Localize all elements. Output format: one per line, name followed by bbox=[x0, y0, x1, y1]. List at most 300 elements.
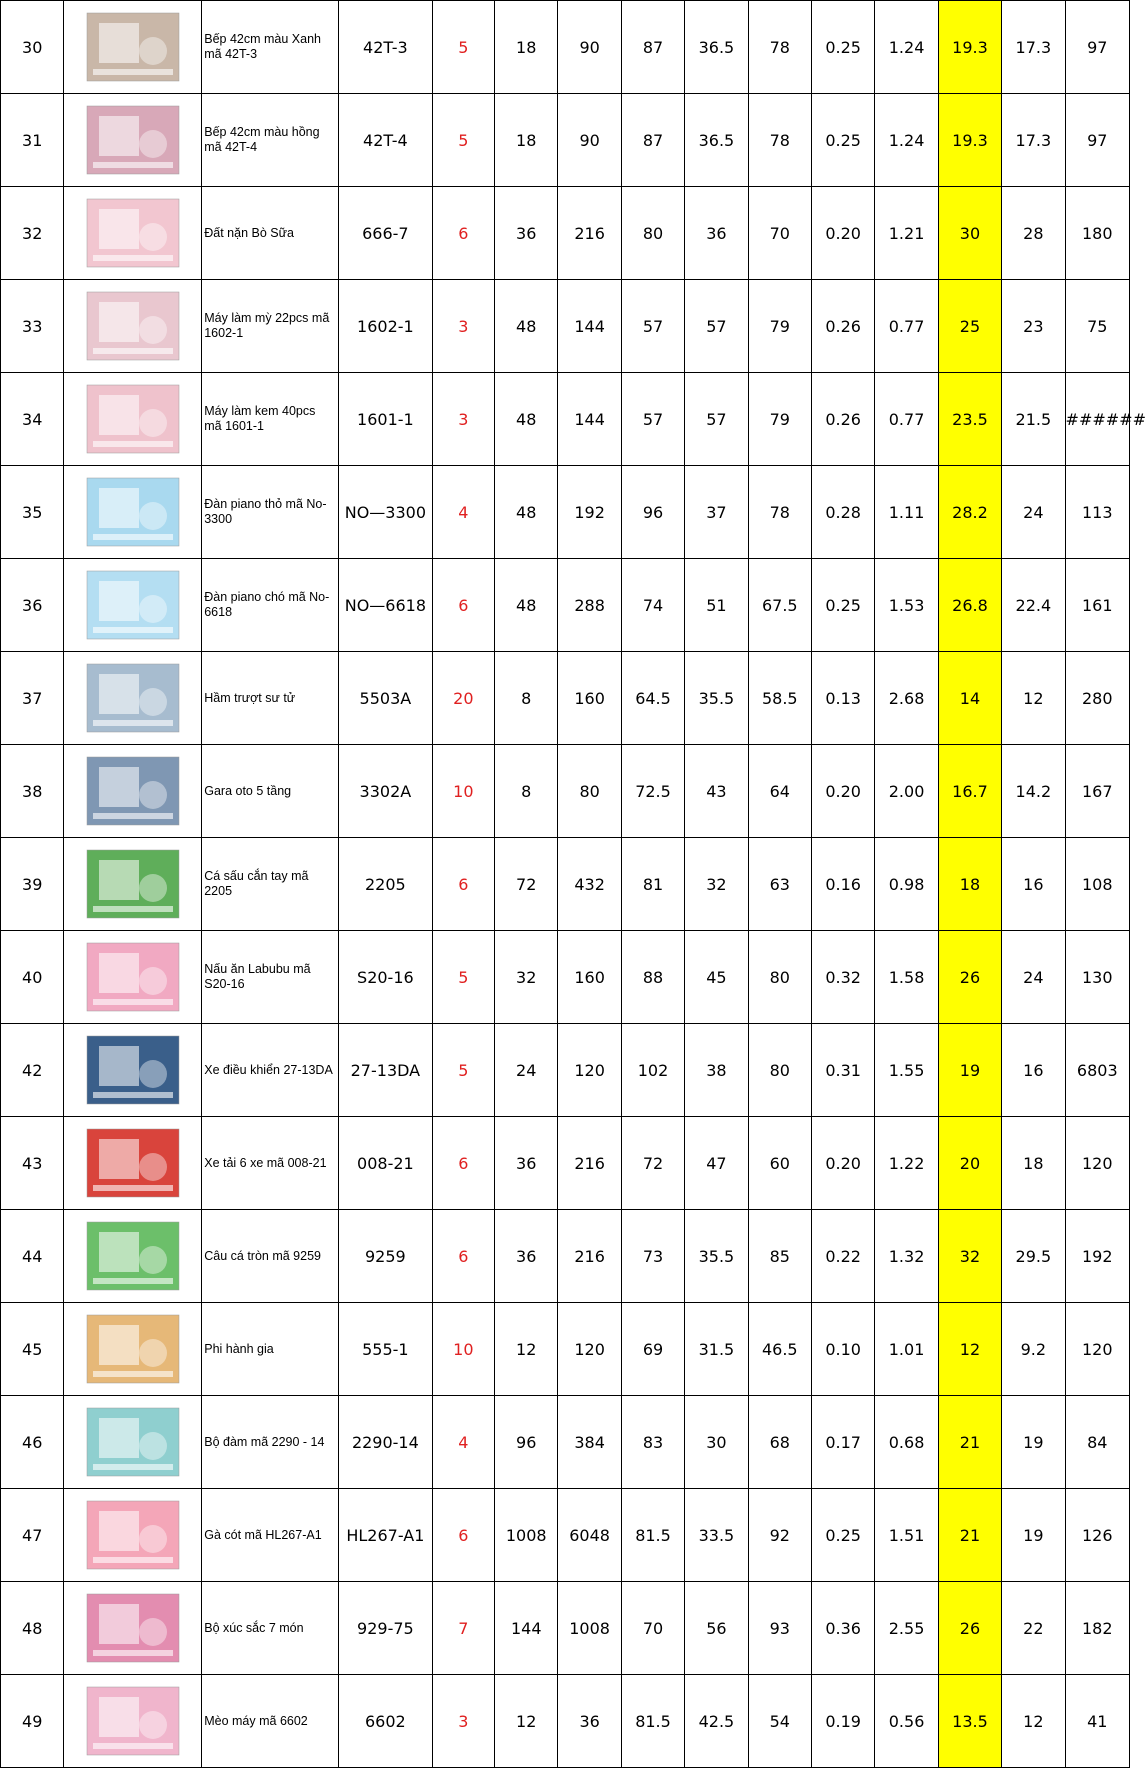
product-name-cell: Đàn piano thỏ mã No-3300 bbox=[202, 466, 339, 559]
value-cell: 1.58 bbox=[875, 931, 938, 1024]
value-cell: 0.32 bbox=[811, 931, 874, 1024]
product-image-cell bbox=[64, 745, 202, 838]
product-code-cell: S20-16 bbox=[339, 931, 433, 1024]
table-row bbox=[1, 1396, 1130, 1489]
dimension-cell: 92 bbox=[748, 1489, 811, 1582]
dimension-cell: 57 bbox=[621, 280, 684, 373]
dimension-cell: 63 bbox=[748, 838, 811, 931]
product-code-cell: 1602-1 bbox=[339, 280, 433, 373]
dimension-cell: 38 bbox=[685, 1024, 748, 1117]
product-image bbox=[85, 1313, 181, 1385]
qty-red-cell: 3 bbox=[432, 373, 494, 466]
product-image-cell bbox=[64, 466, 202, 559]
highlighted-value-cell: 26 bbox=[938, 1582, 1001, 1675]
qty-red-cell: 4 bbox=[432, 1396, 494, 1489]
value-cell: 108 bbox=[1065, 838, 1129, 931]
product-name-cell: Nấu ăn Labubu mã S20-16 bbox=[202, 931, 339, 1024]
row-number-cell: 32 bbox=[1, 187, 64, 280]
product-name-cell: Đất nặn Bò Sữa bbox=[202, 187, 339, 280]
dimension-cell: 64.5 bbox=[621, 652, 684, 745]
value-cell: 216 bbox=[558, 1210, 621, 1303]
qty-red-cell: 6 bbox=[432, 1117, 494, 1210]
qty-red-cell: 6 bbox=[432, 1489, 494, 1582]
qty-red-cell: 5 bbox=[432, 931, 494, 1024]
row-number-cell: 35 bbox=[1, 466, 64, 559]
value-cell: 17.3 bbox=[1002, 1, 1065, 94]
value-cell: 144 bbox=[558, 373, 621, 466]
product-image-cell bbox=[64, 1210, 202, 1303]
product-image-cell bbox=[64, 1396, 202, 1489]
value-cell: 1.51 bbox=[875, 1489, 938, 1582]
table-body bbox=[1, 1, 1146, 1768]
value-cell: 0.98 bbox=[875, 838, 938, 931]
value-cell: 24 bbox=[1002, 931, 1065, 1024]
dimension-cell: 57 bbox=[685, 373, 748, 466]
product-image-cell bbox=[64, 1303, 202, 1396]
product-image-cell bbox=[64, 652, 202, 745]
product-image-cell bbox=[64, 1582, 202, 1675]
dimension-cell: 56 bbox=[685, 1582, 748, 1675]
product-code-cell: 2290-14 bbox=[339, 1396, 433, 1489]
product-name-cell: Mèo máy mã 6602 bbox=[202, 1675, 339, 1768]
value-cell: 1.55 bbox=[875, 1024, 938, 1117]
dimension-cell: 32 bbox=[685, 838, 748, 931]
dimension-cell: 96 bbox=[621, 466, 684, 559]
value-cell: 12 bbox=[495, 1675, 558, 1768]
product-name-cell: Xe điều khiển 27-13DA bbox=[202, 1024, 339, 1117]
table-row bbox=[1, 1, 1130, 94]
value-cell: 180 bbox=[1065, 187, 1129, 280]
highlighted-value-cell: 23.5 bbox=[938, 373, 1001, 466]
dimension-cell: 78 bbox=[748, 466, 811, 559]
highlighted-value-cell: 20 bbox=[938, 1117, 1001, 1210]
highlighted-value-cell: 12 bbox=[938, 1303, 1001, 1396]
dimension-cell: 68 bbox=[748, 1396, 811, 1489]
value-cell: 1008 bbox=[495, 1489, 558, 1582]
table-row bbox=[1, 1117, 1130, 1210]
value-cell: 144 bbox=[495, 1582, 558, 1675]
qty-red-cell: 6 bbox=[432, 559, 494, 652]
product-image bbox=[85, 569, 181, 641]
dimension-cell: 83 bbox=[621, 1396, 684, 1489]
value-cell: 18 bbox=[1002, 1117, 1065, 1210]
value-cell: 36 bbox=[495, 1210, 558, 1303]
product-image bbox=[85, 1127, 181, 1199]
qty-red-cell: 5 bbox=[432, 1, 494, 94]
product-name-cell: Bộ xúc sắc 7 món bbox=[202, 1582, 339, 1675]
product-name-cell: Bếp 42cm màu Xanh mã 42T-3 bbox=[202, 1, 339, 94]
value-cell: 90 bbox=[558, 1, 621, 94]
table-row bbox=[1, 652, 1130, 745]
value-cell: 120 bbox=[1065, 1303, 1129, 1396]
dimension-cell: 57 bbox=[685, 280, 748, 373]
value-cell: 0.68 bbox=[875, 1396, 938, 1489]
value-cell: 0.10 bbox=[811, 1303, 874, 1396]
product-name-cell: Câu cá tròn mã 9259 bbox=[202, 1210, 339, 1303]
value-cell: 0.25 bbox=[811, 1489, 874, 1582]
value-cell: 1.11 bbox=[875, 466, 938, 559]
value-cell: 23 bbox=[1002, 280, 1065, 373]
product-image bbox=[85, 1499, 181, 1571]
qty-red-cell: 20 bbox=[432, 652, 494, 745]
qty-red-cell: 10 bbox=[432, 745, 494, 838]
dimension-cell: 81.5 bbox=[621, 1489, 684, 1582]
value-cell: 1.21 bbox=[875, 187, 938, 280]
dimension-cell: 42.5 bbox=[685, 1675, 748, 1768]
product-image bbox=[85, 941, 181, 1013]
dimension-cell: 79 bbox=[748, 373, 811, 466]
highlighted-value-cell: 32 bbox=[938, 1210, 1001, 1303]
dimension-cell: 79 bbox=[748, 280, 811, 373]
product-name-cell: Xe tải 6 xe mã 008-21 bbox=[202, 1117, 339, 1210]
row-number-cell: 31 bbox=[1, 94, 64, 187]
product-image-cell bbox=[64, 1489, 202, 1582]
row-number-cell: 49 bbox=[1, 1675, 64, 1768]
row-number-cell: 39 bbox=[1, 838, 64, 931]
row-number-cell: 30 bbox=[1, 1, 64, 94]
dimension-cell: 51 bbox=[685, 559, 748, 652]
product-image bbox=[85, 1406, 181, 1478]
value-cell: 130 bbox=[1065, 931, 1129, 1024]
table-row bbox=[1, 1303, 1130, 1396]
dimension-cell: 69 bbox=[621, 1303, 684, 1396]
row-number-cell: 37 bbox=[1, 652, 64, 745]
product-image-cell bbox=[64, 373, 202, 466]
value-cell: 0.25 bbox=[811, 1, 874, 94]
value-cell: 28 bbox=[1002, 187, 1065, 280]
highlighted-value-cell: 26 bbox=[938, 931, 1001, 1024]
product-image bbox=[85, 11, 181, 83]
dimension-cell: 80 bbox=[748, 931, 811, 1024]
dimension-cell: 35.5 bbox=[685, 652, 748, 745]
product-image bbox=[85, 383, 181, 455]
dimension-cell: 36 bbox=[685, 187, 748, 280]
value-cell: 97 bbox=[1065, 94, 1129, 187]
product-name-cell: Hầm trượt sư tử bbox=[202, 652, 339, 745]
product-name-cell: Bếp 42cm màu hồng mã 42T-4 bbox=[202, 94, 339, 187]
product-code-cell: 555-1 bbox=[339, 1303, 433, 1396]
dimension-cell: 72 bbox=[621, 1117, 684, 1210]
value-cell: 0.13 bbox=[811, 652, 874, 745]
product-image bbox=[85, 755, 181, 827]
table-row bbox=[1, 1489, 1130, 1582]
table-row bbox=[1, 466, 1130, 559]
dimension-cell: 74 bbox=[621, 559, 684, 652]
value-cell: 182 bbox=[1065, 1582, 1129, 1675]
dimension-cell: 31.5 bbox=[685, 1303, 748, 1396]
product-code-cell: 1601-1 bbox=[339, 373, 433, 466]
product-code-cell: 27-13DA bbox=[339, 1024, 433, 1117]
product-name-cell: Gara oto 5 tầng bbox=[202, 745, 339, 838]
product-code-cell: 008-21 bbox=[339, 1117, 433, 1210]
row-number-cell: 46 bbox=[1, 1396, 64, 1489]
value-cell: 22.4 bbox=[1002, 559, 1065, 652]
product-image-cell bbox=[64, 1024, 202, 1117]
value-cell: 144 bbox=[558, 280, 621, 373]
value-cell: 0.25 bbox=[811, 559, 874, 652]
value-cell: 0.17 bbox=[811, 1396, 874, 1489]
value-cell: 2.00 bbox=[875, 745, 938, 838]
value-cell: 1.01 bbox=[875, 1303, 938, 1396]
value-cell: 2.68 bbox=[875, 652, 938, 745]
value-cell: 0.26 bbox=[811, 280, 874, 373]
product-code-cell: 42T-3 bbox=[339, 1, 433, 94]
value-cell: 0.25 bbox=[811, 94, 874, 187]
product-image bbox=[85, 848, 181, 920]
value-cell: 120 bbox=[558, 1303, 621, 1396]
qty-red-cell: 6 bbox=[432, 1210, 494, 1303]
value-cell: 432 bbox=[558, 838, 621, 931]
product-code-cell: 5503A bbox=[339, 652, 433, 745]
value-cell: 0.77 bbox=[875, 280, 938, 373]
value-cell: 0.19 bbox=[811, 1675, 874, 1768]
value-cell: 2.55 bbox=[875, 1582, 938, 1675]
highlighted-value-cell: 14 bbox=[938, 652, 1001, 745]
value-cell: 48 bbox=[495, 559, 558, 652]
product-name-cell: Máy làm kem 40pcs mã 1601-1 bbox=[202, 373, 339, 466]
value-cell: 0.36 bbox=[811, 1582, 874, 1675]
row-number-cell: 38 bbox=[1, 745, 64, 838]
value-cell: 160 bbox=[558, 652, 621, 745]
dimension-cell: 81 bbox=[621, 838, 684, 931]
dimension-cell: 70 bbox=[621, 1582, 684, 1675]
value-cell: 75 bbox=[1065, 280, 1129, 373]
row-number-cell: 42 bbox=[1, 1024, 64, 1117]
product-image-cell bbox=[64, 559, 202, 652]
table-row bbox=[1, 373, 1130, 466]
dimension-cell: 47 bbox=[685, 1117, 748, 1210]
value-cell: 192 bbox=[558, 466, 621, 559]
product-image bbox=[85, 290, 181, 362]
value-cell: 384 bbox=[558, 1396, 621, 1489]
value-cell: 36 bbox=[495, 187, 558, 280]
dimension-cell: 70 bbox=[748, 187, 811, 280]
highlighted-value-cell: 21 bbox=[938, 1489, 1001, 1582]
product-code-cell: 2205 bbox=[339, 838, 433, 931]
dimension-cell: 93 bbox=[748, 1582, 811, 1675]
dimension-cell: 67.5 bbox=[748, 559, 811, 652]
dimension-cell: 35.5 bbox=[685, 1210, 748, 1303]
product-image-cell bbox=[64, 931, 202, 1024]
product-code-cell: 666-7 bbox=[339, 187, 433, 280]
product-image bbox=[85, 104, 181, 176]
value-cell: 0.20 bbox=[811, 745, 874, 838]
value-cell: 113 bbox=[1065, 466, 1129, 559]
product-name-cell: Bộ đàm mã 2290 - 14 bbox=[202, 1396, 339, 1489]
table-row bbox=[1, 94, 1130, 187]
product-image-cell bbox=[64, 1117, 202, 1210]
value-cell: 0.26 bbox=[811, 373, 874, 466]
value-cell: 41 bbox=[1065, 1675, 1129, 1768]
value-cell: 0.28 bbox=[811, 466, 874, 559]
value-cell: 48 bbox=[495, 280, 558, 373]
value-cell: 288 bbox=[558, 559, 621, 652]
value-cell: 90 bbox=[558, 94, 621, 187]
qty-red-cell: 10 bbox=[432, 1303, 494, 1396]
value-cell: 1008 bbox=[558, 1582, 621, 1675]
table-row bbox=[1, 838, 1130, 931]
value-cell: 19 bbox=[1002, 1396, 1065, 1489]
value-cell: 0.20 bbox=[811, 1117, 874, 1210]
value-cell: 22 bbox=[1002, 1582, 1065, 1675]
value-cell: 6803 bbox=[1065, 1024, 1129, 1117]
dimension-cell: 87 bbox=[621, 1, 684, 94]
value-cell: 97 bbox=[1065, 1, 1129, 94]
value-cell: 80 bbox=[558, 745, 621, 838]
row-number-cell: 33 bbox=[1, 280, 64, 373]
value-cell: 280 bbox=[1065, 652, 1129, 745]
dimension-cell: 57 bbox=[621, 373, 684, 466]
value-cell: ###### bbox=[1065, 373, 1129, 466]
dimension-cell: 80 bbox=[621, 187, 684, 280]
product-code-cell: 3302A bbox=[339, 745, 433, 838]
value-cell: 18 bbox=[495, 94, 558, 187]
product-name-cell: Phi hành gia bbox=[202, 1303, 339, 1396]
highlighted-value-cell: 21 bbox=[938, 1396, 1001, 1489]
product-code-cell: 42T-4 bbox=[339, 94, 433, 187]
value-cell: 12 bbox=[1002, 1675, 1065, 1768]
dimension-cell: 78 bbox=[748, 1, 811, 94]
value-cell: 96 bbox=[495, 1396, 558, 1489]
dimension-cell: 88 bbox=[621, 931, 684, 1024]
product-image-cell bbox=[64, 187, 202, 280]
dimension-cell: 33.5 bbox=[685, 1489, 748, 1582]
value-cell: 1.22 bbox=[875, 1117, 938, 1210]
qty-red-cell: 7 bbox=[432, 1582, 494, 1675]
value-cell: 192 bbox=[1065, 1210, 1129, 1303]
qty-red-cell: 6 bbox=[432, 187, 494, 280]
value-cell: 12 bbox=[495, 1303, 558, 1396]
qty-red-cell: 6 bbox=[432, 838, 494, 931]
product-image bbox=[85, 1685, 181, 1757]
dimension-cell: 36.5 bbox=[685, 1, 748, 94]
row-number-cell: 40 bbox=[1, 931, 64, 1024]
value-cell: 160 bbox=[558, 931, 621, 1024]
product-image bbox=[85, 1592, 181, 1664]
product-image-cell bbox=[64, 1675, 202, 1768]
value-cell: 167 bbox=[1065, 745, 1129, 838]
highlighted-value-cell: 19.3 bbox=[938, 1, 1001, 94]
value-cell: 1.24 bbox=[875, 1, 938, 94]
product-image-cell bbox=[64, 94, 202, 187]
value-cell: 0.77 bbox=[875, 373, 938, 466]
value-cell: 120 bbox=[1065, 1117, 1129, 1210]
value-cell: 12 bbox=[1002, 652, 1065, 745]
row-number-cell: 43 bbox=[1, 1117, 64, 1210]
product-image-cell bbox=[64, 1, 202, 94]
product-name-cell: Máy làm mỳ 22pcs mã 1602-1 bbox=[202, 280, 339, 373]
table-row bbox=[1, 187, 1130, 280]
value-cell: 6048 bbox=[558, 1489, 621, 1582]
table-row bbox=[1, 931, 1130, 1024]
value-cell: 0.20 bbox=[811, 187, 874, 280]
value-cell: 9.2 bbox=[1002, 1303, 1065, 1396]
product-image bbox=[85, 1220, 181, 1292]
dimension-cell: 87 bbox=[621, 94, 684, 187]
dimension-cell: 46.5 bbox=[748, 1303, 811, 1396]
dimension-cell: 43 bbox=[685, 745, 748, 838]
value-cell: 120 bbox=[558, 1024, 621, 1117]
dimension-cell: 36.5 bbox=[685, 94, 748, 187]
value-cell: 14.2 bbox=[1002, 745, 1065, 838]
table-row bbox=[1, 1675, 1130, 1768]
qty-red-cell: 3 bbox=[432, 1675, 494, 1768]
highlighted-value-cell: 19.3 bbox=[938, 94, 1001, 187]
value-cell: 1.32 bbox=[875, 1210, 938, 1303]
product-image bbox=[85, 476, 181, 548]
value-cell: 21.5 bbox=[1002, 373, 1065, 466]
highlighted-value-cell: 16.7 bbox=[938, 745, 1001, 838]
row-number-cell: 36 bbox=[1, 559, 64, 652]
value-cell: 0.16 bbox=[811, 838, 874, 931]
product-image-cell bbox=[64, 280, 202, 373]
dimension-cell: 80 bbox=[748, 1024, 811, 1117]
product-image-cell bbox=[64, 838, 202, 931]
value-cell: 8 bbox=[495, 652, 558, 745]
value-cell: 29.5 bbox=[1002, 1210, 1065, 1303]
product-image bbox=[85, 1034, 181, 1106]
highlighted-value-cell: 26.8 bbox=[938, 559, 1001, 652]
row-number-cell: 44 bbox=[1, 1210, 64, 1303]
row-number-cell: 48 bbox=[1, 1582, 64, 1675]
product-image bbox=[85, 197, 181, 269]
dimension-cell: 102 bbox=[621, 1024, 684, 1117]
dimension-cell: 64 bbox=[748, 745, 811, 838]
dimension-cell: 58.5 bbox=[748, 652, 811, 745]
qty-red-cell: 5 bbox=[432, 94, 494, 187]
highlighted-value-cell: 28.2 bbox=[938, 466, 1001, 559]
dimension-cell: 81.5 bbox=[621, 1675, 684, 1768]
value-cell: 24 bbox=[495, 1024, 558, 1117]
table-row bbox=[1, 1582, 1130, 1675]
value-cell: 126 bbox=[1065, 1489, 1129, 1582]
qty-red-cell: 3 bbox=[432, 280, 494, 373]
dimension-cell: 45 bbox=[685, 931, 748, 1024]
highlighted-value-cell: 18 bbox=[938, 838, 1001, 931]
value-cell: 48 bbox=[495, 373, 558, 466]
value-cell: 36 bbox=[495, 1117, 558, 1210]
product-code-cell: NO—6618 bbox=[339, 559, 433, 652]
value-cell: 32 bbox=[495, 931, 558, 1024]
dimension-cell: 72.5 bbox=[621, 745, 684, 838]
value-cell: 19 bbox=[1002, 1489, 1065, 1582]
dimension-cell: 37 bbox=[685, 466, 748, 559]
value-cell: 1.24 bbox=[875, 94, 938, 187]
table-row bbox=[1, 280, 1130, 373]
value-cell: 36 bbox=[558, 1675, 621, 1768]
product-name-cell: Gà cót mã HL267-A1 bbox=[202, 1489, 339, 1582]
product-name-cell: Đàn piano chó mã No-6618 bbox=[202, 559, 339, 652]
value-cell: 216 bbox=[558, 187, 621, 280]
product-image bbox=[85, 662, 181, 734]
value-cell: 16 bbox=[1002, 1024, 1065, 1117]
value-cell: 0.31 bbox=[811, 1024, 874, 1117]
row-number-cell: 47 bbox=[1, 1489, 64, 1582]
value-cell: 16 bbox=[1002, 838, 1065, 931]
qty-red-cell: 4 bbox=[432, 466, 494, 559]
highlighted-value-cell: 19 bbox=[938, 1024, 1001, 1117]
value-cell: 84 bbox=[1065, 1396, 1129, 1489]
qty-red-cell: 5 bbox=[432, 1024, 494, 1117]
product-code-cell: 9259 bbox=[339, 1210, 433, 1303]
row-number-cell: 45 bbox=[1, 1303, 64, 1396]
highlighted-value-cell: 25 bbox=[938, 280, 1001, 373]
value-cell: 0.56 bbox=[875, 1675, 938, 1768]
value-cell: 17.3 bbox=[1002, 94, 1065, 187]
product-name-cell: Cá sấu cắn tay mã 2205 bbox=[202, 838, 339, 931]
dimension-cell: 73 bbox=[621, 1210, 684, 1303]
product-code-cell: 6602 bbox=[339, 1675, 433, 1768]
